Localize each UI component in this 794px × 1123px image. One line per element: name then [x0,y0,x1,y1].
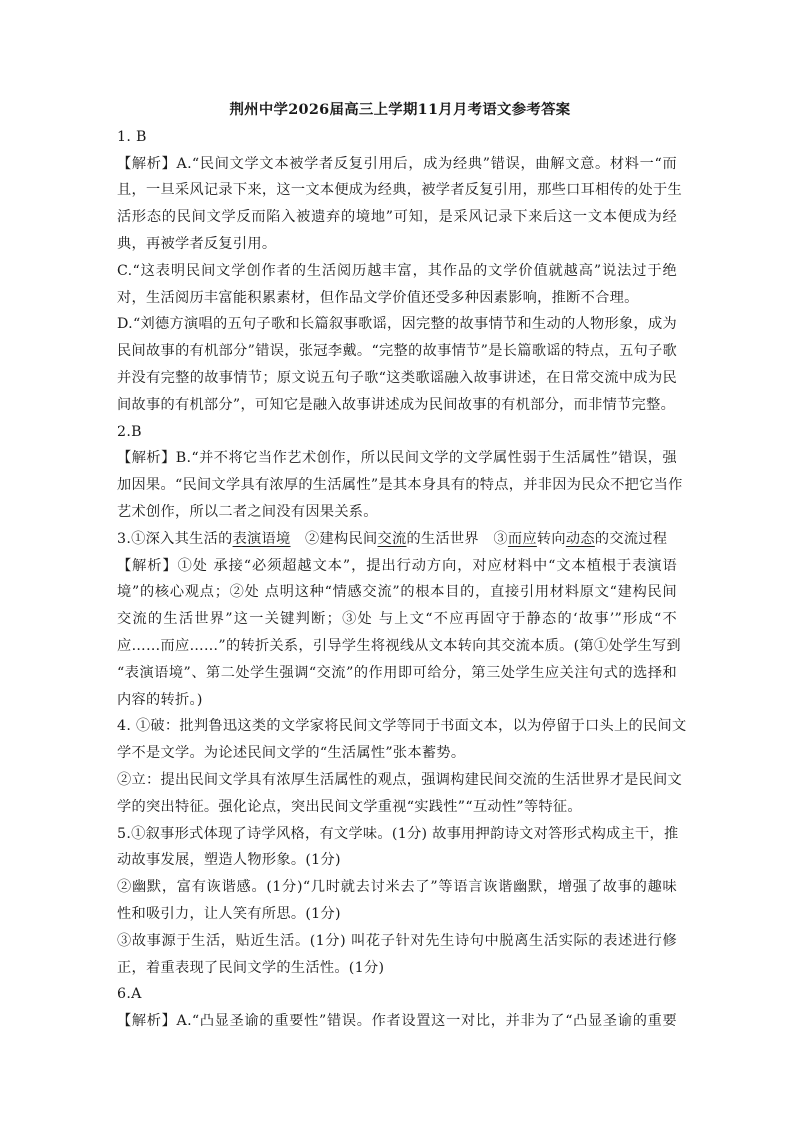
underlined-keyword: 表演语境 [232,530,291,547]
text-line: 5.①叙事形式体现了诗学风格，有文学味。(1分) 故事用押韵诗文对答形式构成主干，推 [117,825,679,842]
text-line: 【解析】A.“凸显圣谕的重要性”错误。作者设置这一对比，并非为了“凸显圣谕的重要 [117,1013,677,1030]
text-line: 动故事发展，塑造人物形象。(1分) [117,852,341,869]
text-line: 并没有完整的故事情节；原文说五句子歌“这类歌谣融入故事讲述，在日常交流中成为民 [117,369,677,386]
text-line: 【解析】①处 承接“必须超越文本”，提出行动方向，对应材料中“文本植根于表演语 [117,557,677,574]
text-line: 应……而应……”的转折关系，引导学生将视线从文本转向其交流本质。(第①处学生写到 [117,637,681,654]
text-line: 4. ①破：批判鲁迅这类的文学家将民间文学等同于书面文本，以为停留于口头上的民间文 [117,718,687,735]
answer-body [117,124,687,1035]
answer-3-text: 的生活世界 [406,530,479,547]
page-title: 荆州中学2026届高三上学期11月月考语文参考答案 [229,101,571,118]
underlined-keyword: 动态 [565,530,595,547]
text-line: C.“这表明民间文学创作者的生活阅历越丰富，其作品的文学价值就越高”说法过于绝 [117,262,677,279]
text-line: 艺术创作，所以二者之间没有因果关系。 [117,503,378,520]
text-line: 且，一旦采风记录下来，这一文本便成为经典，被学者反复引用，那些口耳相传的处于生 [117,182,683,199]
answer-3-line [117,526,677,553]
text-line: 学的突出特征。强化论点，突出民间文学重视“实践性”“互动性”等特征。 [117,798,582,815]
text-line: 加因果。“民间文学具有浓厚的生活属性”是其本身具有的特点，并非因为民众不把它当作 [117,477,683,494]
text-line: 活形态的民间文学反而陷入被遗弃的境地”可知，是采风记录下来后这一文本便成为经 [117,209,677,226]
text-line: 交流的生活世界”这一关键判断；③处 与上文“不应再固守于静态的‘故事’”形成“不 [117,611,677,628]
text-line: ②立：提出民间文学具有浓厚生活属性的观点，强调构建民间交流的生活世界才是民间文 [117,771,683,788]
text-line: 民间故事的有机部分”错误，张冠李戴。“完整的故事情节”是长篇歌谣的特点，五句子歌 [117,343,677,360]
text-line: 内容的转折。) [117,691,203,708]
text-line: 【解析】A.“民间文学文本被学者反复引用后，成为经典”错误，曲解文意。材料一“而 [117,155,677,172]
text-line: 性和吸引力，让人笑有所思。(1分) [117,905,341,922]
text-line: 间故事的有机部分”，可知它是融入故事讲述成为民间故事的有机部分，而非情节完整。 [117,396,676,413]
spacer [479,531,494,547]
text-line: 2.B [117,423,142,440]
answer-3-text: ③ [493,530,508,547]
text-line: 学不是文学。为论述民间文学的“生活属性”张本蓄势。 [117,745,466,762]
text-line: 1. B [117,128,147,145]
answer-3-text: 3. [117,530,132,547]
answer-3-text: 的交流过程 [594,530,668,547]
text-line: “表演语境”、第二处学生强调“交流”的作用即可给分，第三处学生应关注句式的选择和 [117,664,677,681]
answer-document [117,97,687,1035]
text-line: D.“刘德方演唱的五句子歌和长篇叙事歌谣，因完整的故事情节和生动的人物形象，成为 [117,316,677,333]
text-line: ③故事源于生活，贴近生活。(1分) 叫花子针对先生诗句中脱离生活实际的表述进行修 [117,932,677,949]
answer-3-text: 转向 [536,530,566,547]
text-line: 正，着重表现了民间文学的生活性。(1分) [117,959,385,976]
text-line: 6.A [117,986,142,1003]
spacer [291,531,306,547]
underlined-keyword: 而应 [507,530,537,547]
text-line: 境”的核心观点；②处 点明这种“情感交流”的根本目的，直接引用材料原文“建构民间 [117,584,677,601]
underlined-keyword: 交流 [377,530,407,547]
answer-3-text: ②建构民间 [305,530,378,547]
text-line: 典，再被学者反复引用。 [117,235,277,252]
text-line: 对，生活阅历丰富能积累素材，但作品文学价值还受多种因素影响，推断不合理。 [117,289,639,306]
text-line: ②幽默，富有诙谐感。(1分)“几时就去讨米去了”等语言诙谐幽默，增强了故事的趣味 [117,879,677,896]
answer-3-text: ①深入其生活的 [131,530,233,547]
text-line: 【解析】B.“并不将它当作艺术创作，所以民间文学的文学属性弱于生活属性”错误，强 [117,450,677,467]
